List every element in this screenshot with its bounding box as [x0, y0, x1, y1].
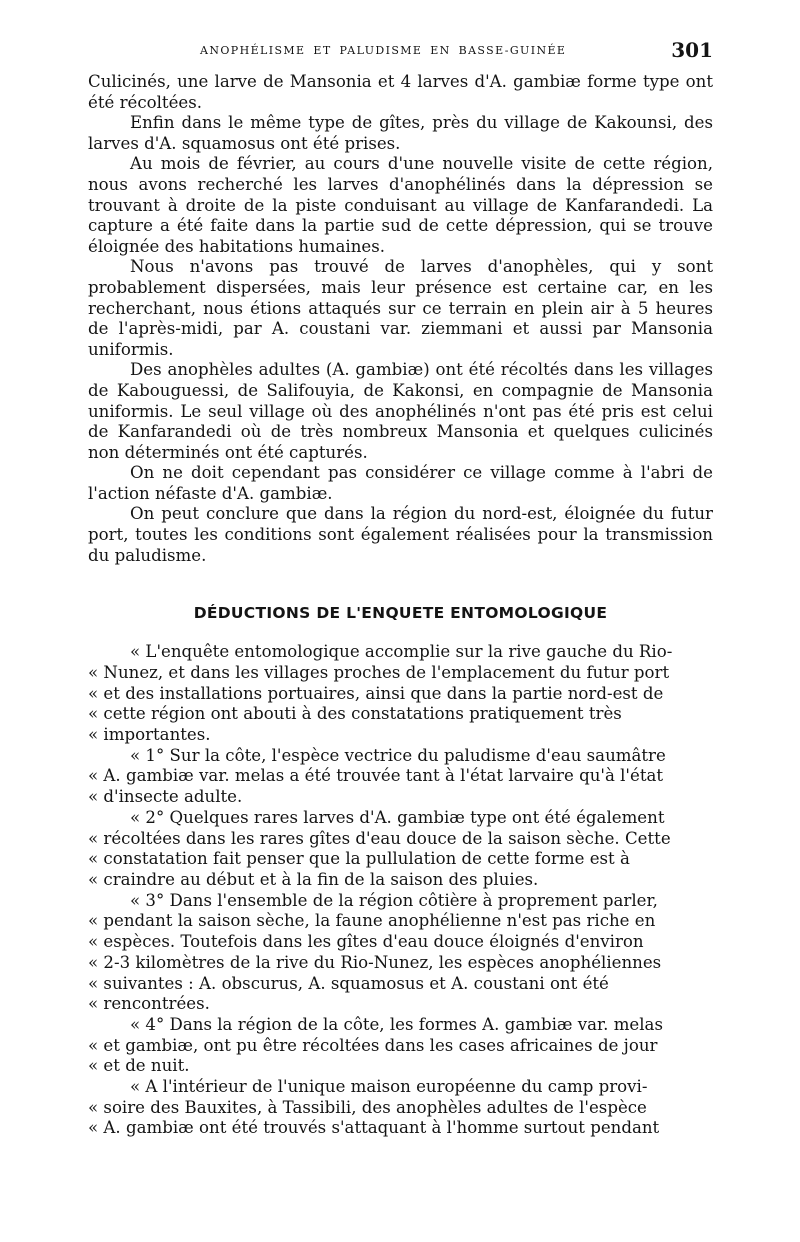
quote-line: « et des installations portuaires, ainsi que dans la partie nord-est de — [88, 683, 664, 703]
quote-line: « espèces. Toutefois dans les gîtes d'eau douce éloignés d'environ — [88, 932, 644, 952]
page — [88, 38, 713, 1139]
paragraph: Des anophèles adultes (A. gambiæ) ont été récoltés dans les villages de Kabouguessi, de Salifouyia, de Kakonsi, en compagnie de Mansonia uniformis. Le seul village où des anophélinés n'ont pas été pris est celui de Kanfarandedi où de très nombreux Mansonia et quelques culicinés non déterminés ont été capturés. — [88, 360, 713, 462]
paragraph: On ne doit cependant pas considérer ce village comme à l'abri de l'action néfaste d'A. gambiæ. — [88, 463, 713, 503]
quote-line: « A l'intérieur de l'unique maison européenne du camp provi- — [130, 1077, 648, 1097]
quote-line: « A. gambiæ var. melas a été trouvée tant à l'état larvaire qu'à l'état — [88, 766, 664, 786]
paragraph: Enfin dans le même type de gîtes, près du village de Kakounsi, des larves d'A. squamosus ont été prises. — [88, 113, 713, 153]
quote-line: « Nunez, et dans les villages proches de l'emplacement du futur port — [88, 662, 670, 682]
page-number: 301 — [671, 38, 713, 62]
quote-line: « cette région ont abouti à des constatations pratiquement très — [88, 704, 622, 724]
paragraph: Nous n'avons pas trouvé de larves d'anophèles, qui y sont probablement dispersées, mais leur présence est certaine car, en les recherchant, nous étions attaqués sur ce terrain en plein air à 5 heures de l'après-midi, par A. coustani var. ziemmani et aussi par Mansonia uniformis. — [88, 257, 713, 359]
quote-paragraph — [88, 891, 713, 1015]
quote-line: « craindre au début et à la fin de la saison des pluies. — [88, 869, 539, 889]
quote-paragraph — [88, 1015, 713, 1077]
quote-line: « pendant la saison sèche, la faune anophélienne n'est pas riche en — [88, 911, 656, 931]
quote-line: « constatation fait penser que la pullulation de cette forme est à — [88, 849, 630, 869]
section-heading: DÉDUCTIONS DE L'ENQUETE ENTOMOLOGIQUE — [193, 604, 608, 623]
running-header — [88, 38, 713, 68]
quote-paragraph — [88, 642, 713, 746]
quote-line: « suivantes : A. obscurus, A. squamosus et A. coustani ont été — [88, 973, 609, 993]
quote-paragraph — [88, 1077, 713, 1139]
quote-line: « récoltées dans les rares gîtes d'eau douce de la saison sèche. Cette — [88, 828, 671, 848]
quote-line: « 4° Dans la région de la côte, les formes A. gambiæ var. melas — [130, 1014, 663, 1034]
paragraph: On peut conclure que dans la région du nord-est, éloignée du futur port, toutes les conditions sont également réalisées pour la transmission du paludisme. — [88, 504, 713, 565]
quote-paragraph — [88, 746, 713, 808]
quote-line: « 3° Dans l'ensemble de la région côtière à proprement parler, — [130, 890, 658, 910]
quote-line: « d'insecte adulte. — [88, 787, 243, 807]
paragraph: Culicinés, une larve de Mansonia et 4 larves d'A. gambiæ forme type ont été récoltées. — [88, 72, 713, 112]
quote-line: « 2° Quelques rares larves d'A. gambiæ type ont été également — [130, 807, 665, 827]
quote-paragraph — [88, 808, 713, 891]
quote-line: « 1° Sur la côte, l'espèce vectrice du paludisme d'eau saumâtre — [130, 745, 666, 765]
quote-line: « et de nuit. — [88, 1056, 190, 1076]
quote-line: « et gambiæ, ont pu être récoltées dans les cases africaines de jour — [88, 1035, 658, 1055]
running-title: ANOPHÉLISME ET PALUDISME EN BASSE-GUINÉE — [200, 44, 567, 57]
quote-line: « L'enquête entomologique accomplie sur la rive gauche du Rio- — [130, 642, 673, 662]
body-text — [88, 72, 713, 566]
quoted-conclusions — [88, 642, 713, 1139]
quote-line: « A. gambiæ ont été trouvés s'attaquant à l'homme surtout pendant — [88, 1118, 660, 1138]
quote-line: « soire des Bauxites, à Tassibili, des anophèles adultes de l'espèce — [88, 1097, 647, 1117]
quote-line: « 2-3 kilomètres de la rive du Rio-Nunez, les espèces anophéliennes — [88, 952, 662, 972]
quote-line: « rencontrées. — [88, 994, 210, 1014]
paragraph: Au mois de février, au cours d'une nouvelle visite de cette région, nous avons recherché les larves d'anophélinés dans la dépression se trouvant à droite de la piste conduisant au village de Kanfarandedi. La capture a été faite dans la partie sud de cette dépression, qui se trouve éloignée des habitations humaines. — [88, 154, 713, 256]
quote-line: « importantes. — [88, 725, 211, 745]
